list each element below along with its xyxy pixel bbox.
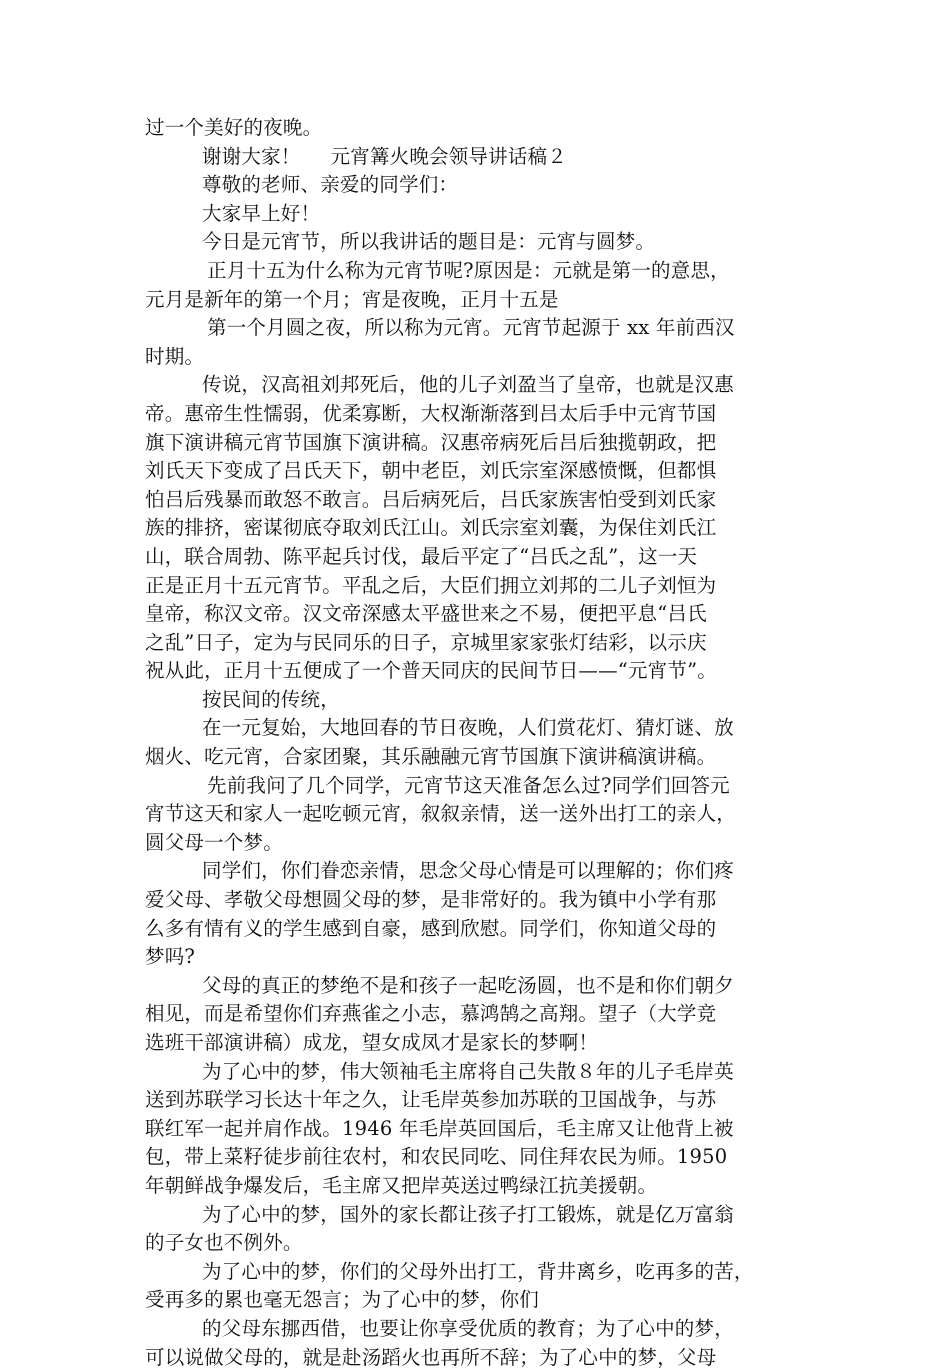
text-line: [145, 686, 815, 715]
text-line: [145, 228, 815, 257]
text-line-content: 皇帝，称汉文帝。汉文帝深感太平盛世来之不易，便把平息“吕氏: [145, 602, 707, 626]
text-line: [145, 657, 815, 686]
text-line: [145, 429, 815, 458]
text-line-content: 先前我问了几个同学，元宵节这天准备怎么过?同学们回答元: [207, 773, 730, 797]
text-line-content: 谢谢大家！: [202, 144, 301, 168]
text-line-content: 可以说做父母的，就是赴汤蹈火也再所不辞；为了心中的梦，父母: [145, 1345, 717, 1369]
text-line-content: 传说，汉高祖刘邦死后，他的儿子刘盈当了皇帝，也就是汉惠: [202, 373, 734, 397]
text-line: [145, 829, 815, 858]
text-line: [145, 1058, 815, 1087]
text-line-content: 刘氏天下变成了吕氏天下，朝中老臣，刘氏宗室深感愤慨，但都惧: [145, 459, 717, 483]
text-line: [145, 972, 815, 1001]
text-line-content: 么多有情有义的学生感到自豪，感到欣慰。同学们，你知道父母的: [145, 916, 717, 940]
text-line: [145, 1115, 815, 1144]
section-heading: 元宵篝火晚会领导讲话稿２: [330, 144, 567, 168]
text-line: [145, 514, 815, 543]
text-line: [145, 486, 815, 515]
text-line-content: 为了心中的梦，国外的家长都让孩子打工锻炼，就是亿万富翁: [202, 1202, 734, 1226]
text-line-content: 相见，而是希望你们弃燕雀之小志，慕鸿鹄之高翔。望子（大学竞: [145, 1002, 717, 1026]
text-line: [145, 915, 815, 944]
text-line-content: 旗下演讲稿元宵节国旗下演讲稿。汉惠帝病死后吕后独揽朝政，把: [145, 430, 717, 454]
text-line-content: 为了心中的梦，伟大领袖毛主席将自己失散８年的儿子毛岸英: [202, 1059, 734, 1083]
text-line-content: 怕吕后残暴而敢怒不敢言。吕后病死后，吕氏家族害怕受到刘氏家: [145, 487, 717, 511]
text-line: [145, 772, 815, 801]
text-line-content: 时期。: [145, 344, 205, 368]
text-line-content: 梦吗?: [145, 945, 196, 969]
text-line: [145, 371, 815, 400]
text-line: [145, 1029, 815, 1058]
text-line-content: 的父母东挪西借，也要让你享受优质的教育；为了心中的梦，: [202, 1316, 734, 1340]
text-line-content: 正是正月十五元宵节。平乱之后，大臣们拥立刘邦的二儿子刘恒为: [145, 573, 717, 597]
text-line: [145, 1086, 815, 1115]
text-line-content: 在一元复始，大地回春的节日夜晚，人们赏花灯、猜灯谜、放: [202, 716, 734, 740]
text-line: [145, 400, 815, 429]
text-line: [145, 543, 815, 572]
text-line-content: 联红军一起并肩作战。1946 年毛岸英回国后，毛主席又让他背上被: [145, 1116, 734, 1140]
text-line: [145, 171, 815, 200]
text-line: [145, 143, 815, 172]
text-line: [145, 714, 815, 743]
text-line-content: 山，联合周勃、陈平起兵讨伐，最后平定了“吕氏之乱”，这一天: [145, 544, 698, 568]
text-line: [145, 1143, 815, 1172]
text-line: [145, 600, 815, 629]
text-line: [145, 1201, 815, 1230]
text-line-content: 尊敬的老师、亲爱的同学们：: [202, 173, 459, 197]
text-line: [145, 1172, 815, 1201]
text-line: [145, 1286, 815, 1315]
text-line-content: 正月十五为什么称为元宵节呢?原因是：元就是第一的意思，: [207, 258, 730, 282]
text-line-content: 送到苏联学习长达十年之久，让毛岸英参加苏联的卫国战争，与苏: [145, 1088, 717, 1112]
text-line-content: 帝。惠帝生性懦弱，优柔寡断，大权渐渐落到吕太后手中元宵节国: [145, 401, 717, 425]
text-line: [145, 743, 815, 772]
text-line: [145, 457, 815, 486]
text-line: [145, 886, 815, 915]
text-line: [145, 943, 815, 972]
text-line: [145, 343, 815, 372]
text-line: [145, 257, 815, 286]
text-line: [145, 857, 815, 886]
text-line-content: 过一个美好的夜晚。: [145, 116, 323, 139]
text-line-content: 宵节这天和家人一起吃顿元宵，叙叙亲情，送一送外出打工的亲人，: [145, 802, 737, 826]
text-line-content: 今日是元宵节，所以我讲话的题目是：元宵与圆梦。: [202, 230, 656, 254]
text-line-content: 的子女也不例外。: [145, 1231, 303, 1255]
text-line: [145, 572, 815, 601]
text-line: [145, 1344, 815, 1372]
text-line: [145, 114, 815, 143]
text-line-content: 父母的真正的梦绝不是和孩子一起吃汤圆，也不是和你们朝夕: [202, 973, 734, 997]
text-line-content: 第一个月圆之夜，所以称为元宵。元宵节起源于 xx 年前西汉: [207, 316, 735, 340]
text-line-content: 烟火、吃元宵，合家团聚，其乐融融元宵节国旗下演讲稿演讲稿。: [145, 745, 717, 769]
text-line-content: 年朝鲜战争爆发后，毛主席又把岸英送过鸭绿江抗美援朝。: [145, 1173, 658, 1197]
text-line: [145, 629, 815, 658]
text-line: [145, 200, 815, 229]
text-line: [145, 314, 815, 343]
text-line-content: 圆父母一个梦。: [145, 830, 283, 854]
text-line-content: 包，带上菜籽徒步前往农村，和农民同吃、同住拜农民为师。1950: [145, 1145, 728, 1169]
text-line-content: 按民间的传统，: [202, 687, 340, 711]
text-line: [145, 800, 815, 829]
text-line-content: 祝从此，正月十五便成了一个普天同庆的民间节日——“元宵节”。: [145, 659, 717, 683]
text-line-content: 为了心中的梦，你们的父母外出打工，背井离乡，吃再多的苦，: [202, 1259, 754, 1283]
text-line: [145, 1315, 815, 1344]
text-line-content: 元月是新年的第一个月；宵是夜晚，正月十五是: [145, 287, 559, 311]
text-line: [145, 1229, 815, 1258]
text-line-content: 同学们，你们眷恋亲情，思念父母心情是可以理解的；你们疼: [202, 859, 734, 883]
text-line-content: 大家早上好！: [202, 201, 321, 225]
text-line-content: 族的排挤，密谋彻底夺取刘氏江山。刘氏宗室刘囊，为保住刘氏江: [145, 516, 717, 540]
document-body: [145, 114, 815, 1372]
text-line-content: 爱父母、孝敬父母想圆父母的梦，是非常好的。我为镇中小学有那: [145, 888, 717, 912]
text-line-content: 受再多的累也毫无怨言；为了心中的梦，你们: [145, 1288, 540, 1312]
text-line: [145, 286, 815, 315]
text-line: [145, 1000, 815, 1029]
text-line: [145, 1258, 815, 1287]
text-line-content: 之乱”日子，定为与民同乐的日子，京城里家家张灯结彩，以示庆: [145, 630, 707, 654]
text-line-content: 选班干部演讲稿）成龙，望女成凤才是家长的梦啊！: [145, 1031, 599, 1054]
